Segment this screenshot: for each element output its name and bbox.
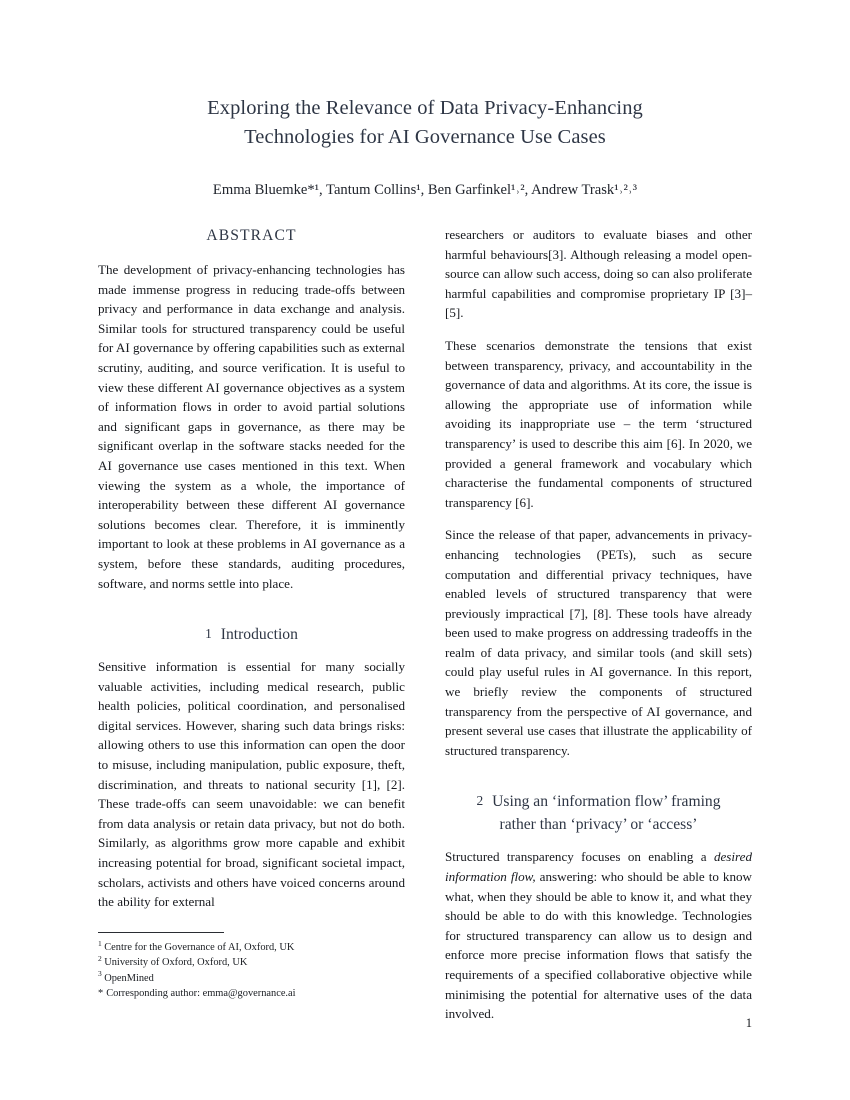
introduction-paragraph: Sensitive information is essential for many socially valuable activities, including medical research, public health policies, political coordination, and personalised digital services. However, sharing such data brings risks: allowing others to use this information can open the door to misuse, including manipulation, public exposure, theft, discrimination, and threats to national security [1], [2]. These trade-offs can seem unavoidable: we can benefit from data analysis or retain data privacy, but not do both. Similarly, as algorithms grow more capable and exhibit increasing potential for broad, significant societal impact, scholars, activists and others have voiced concerns around the ability for external <box>98 659 405 910</box>
section-heading-information-flow <box>445 773 752 847</box>
abstract-paragraph: The development of privacy-enhancing technologies has made immense progress in reducing trade-offs between privacy and performance in data exchange and analysis. Similar tools for structured transparency could be useful for AI governance by offering capabilities such as external scrutiny, auditing, and source verification. It is useful to view these different AI governance objectives as a system of information flows in order to avoid partial solutions and significant gaps in governance, as there may be significant overlap in the software stacks needed for the AI governance use cases mentioned in this text. When viewing the system as a whole, the importance of interoperability between these different AI governance solutions becomes clear. Therefore, it is imminently important to look at these problems in AI governance as a system, before these standards, auditing procedures, software, and norms settle into place. <box>98 262 405 591</box>
right-paragraph-3: Since the release of that paper, advancements in privacy-enhancing technologies (PETs), such as secure computation and differential privacy techniques, have enabled levels of structured transparency that were previously impractical [7], [8]. These tools have already been used to make progress on addressing tradeoffs in the realm of data privacy, and similar tools (and skill sets) could play useful rules in AI governance. In this report, we briefly review the components of structured transparency from the perspective of AI governance, and present several use cases that illustrate the applicability of structured transparency. <box>445 527 752 758</box>
right-paragraph-1: researchers or auditors to evaluate biases and other harmful behaviours[3]. Although releasing a model open-source can allow such access, doing so can also proliferate harmful capabilities and compromise proprietary IP [3]–[5]. <box>445 227 752 321</box>
page-title <box>98 94 752 152</box>
paragraph-4-tail: answering: who should be able to know what, when they should be able to know it, and what they should be able to do with this knowledge. Technologies for structured transparency can allow us to design and enforce more precise information flows that satisfy the requirements of a specified collaborative objective while minimising the potential for alternative uses of the data involved. <box>445 869 752 1022</box>
section-number-2: 2 <box>476 793 484 809</box>
right-paragraph-4 <box>445 847 752 1023</box>
author-list: Emma Bluemke*¹, Tantum Collins¹, Ben Garfinkel¹˒², Andrew Trask¹˒²˒³ <box>212 182 638 198</box>
title-line-2: Technologies for AI Governance Use Cases <box>244 126 606 148</box>
footnote-corresponding-author <box>98 986 405 1001</box>
page-number: 1 <box>745 1016 752 1030</box>
footnote-text-corresponding-author: Corresponding author: emma@governance.ai <box>106 988 296 1000</box>
section-number-1: 1 <box>205 626 212 642</box>
footnote-marker-star: * <box>98 988 104 1000</box>
section-title-line-1: Using an ‘information flow’ framing <box>492 793 721 811</box>
section-heading-introduction <box>98 606 405 657</box>
right-column <box>445 225 752 1025</box>
footnote-text-3: OpenMined <box>104 972 154 984</box>
paper-masthead <box>98 94 752 200</box>
footnote-2 <box>98 955 405 970</box>
footnote-separator-rule <box>98 932 224 933</box>
footnote-3 <box>98 971 405 986</box>
abstract-heading: ABSTRACT <box>206 227 297 244</box>
left-column <box>98 225 405 1025</box>
footnote-1 <box>98 940 405 955</box>
paragraph-4-emphasis: desired information flow, <box>445 849 752 885</box>
footnote-text-2: University of Oxford, Oxford, UK <box>104 957 248 969</box>
right-paragraph-2: These scenarios demonstrate the tensions that exist between transparency, privacy, and accountability in the governance of data and algorithms. At its core, the issue is allowing the appropriate use of information while avoiding its inappropriate use – the term ‘structured transparency’ is used to describe this aim [6]. In 2020, we provided a general framework and vocabulary which characterise the fundamental components of structured transparency [6]. <box>445 337 752 510</box>
body-columns <box>98 225 752 1025</box>
section-title-line-2: rather than ‘privacy’ or ‘access’ <box>499 816 698 834</box>
section-title-introduction: Introduction <box>220 626 298 644</box>
footnote-marker-3: 3 <box>98 969 102 979</box>
footnote-marker-1: 1 <box>98 938 102 948</box>
paragraph-4-lead: Structured transparency focuses on enabling a <box>445 849 714 865</box>
title-line-1: Exploring the Relevance of Data Privacy-Enhancing <box>207 97 643 119</box>
footnote-text-1: Centre for the Governance of AI, Oxford, UK <box>104 942 295 953</box>
footnote-block <box>98 932 405 1002</box>
footnote-marker-2: 2 <box>98 953 102 963</box>
